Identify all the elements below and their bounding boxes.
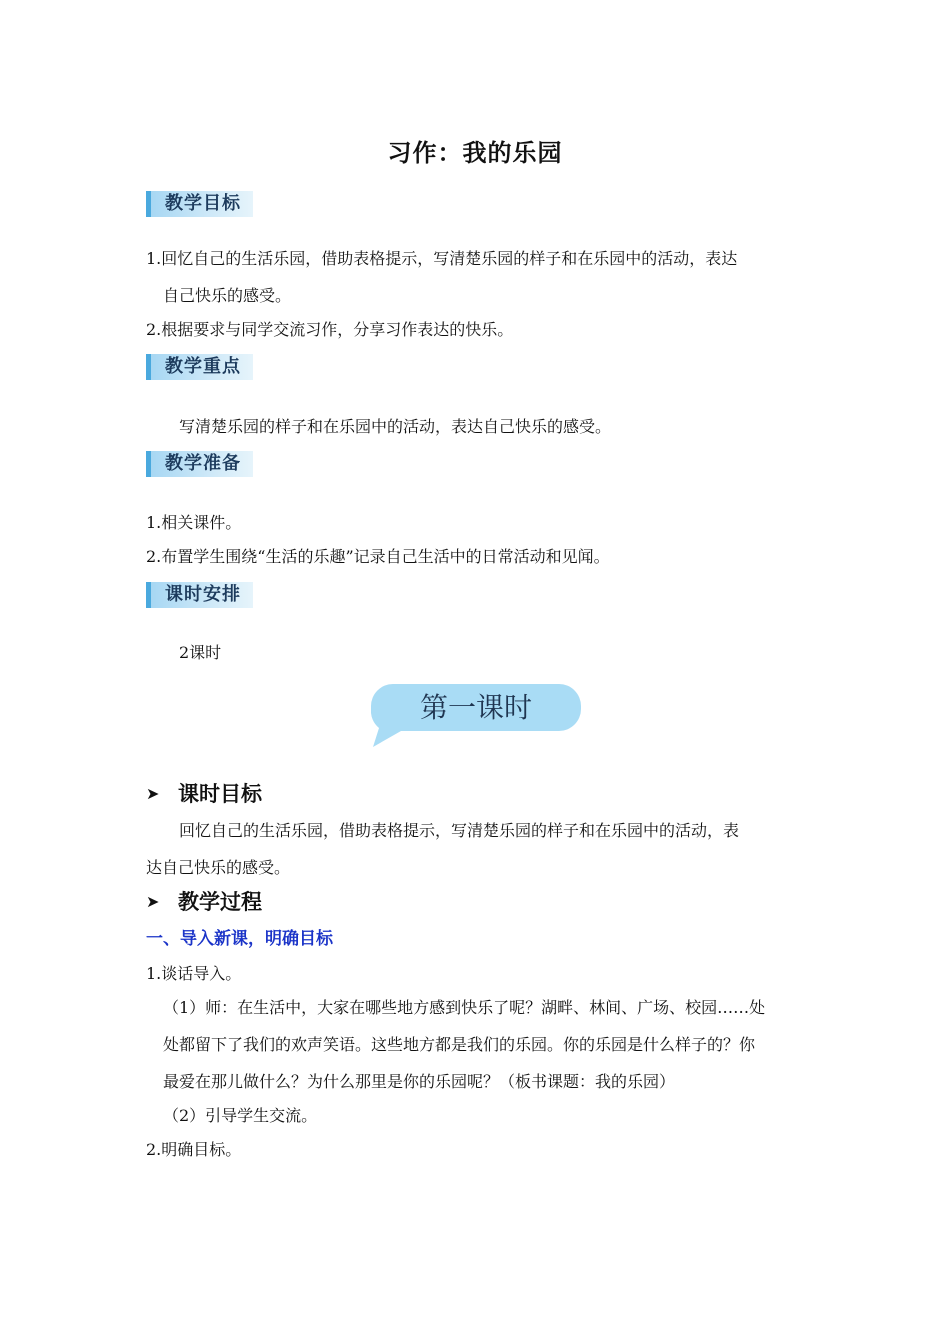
- item-1-2: （2）引导学生交流。: [163, 1106, 318, 1125]
- item-1-1-line2: 处都留下了我们的欢声笑语。这些地方都是我们的乐园。你的乐园是什么样子的？你: [163, 1035, 756, 1054]
- lesson-banner-text: 第一课时: [419, 691, 532, 724]
- process-heading: 教学过程: [178, 890, 262, 914]
- objective-heading: 课时目标: [178, 782, 262, 806]
- item-1-1-line1: （1）师：在生活中，大家在哪些地方感到快乐了呢？湖畔、林间、广场、校园……处: [163, 998, 766, 1017]
- page-title: 习作：我的乐园: [387, 139, 563, 167]
- prep-1: 1.相关课件。: [146, 513, 242, 532]
- lesson-banner: [371, 684, 581, 748]
- section-tag-schedule: 课时安排: [146, 582, 253, 608]
- focus-text: 写清楚乐园的样子和在乐园中的活动，表达自己快乐的感受。: [179, 417, 612, 436]
- arrowhead-icon: ➤: [146, 784, 160, 803]
- objective-line2: 达自己快乐的感受。: [146, 858, 291, 877]
- prep-2: 2.布置学生围绕“生活的乐趣”记录自己生活中的日常活动和见闻。: [146, 547, 610, 566]
- item-1-1-line3: 最爱在那儿做什么？为什么那里是你的乐园呢？（板书课题：我的乐园）: [163, 1072, 676, 1091]
- goal-1-line2: 自己快乐的感受。: [163, 286, 292, 305]
- section-tag-goals: 教学目标: [146, 191, 253, 217]
- schedule-text: 2课时: [179, 643, 222, 662]
- item-2: 2.明确目标。: [146, 1140, 242, 1159]
- goal-1-line1: 1.回忆自己的生活乐园，借助表格提示，写清楚乐园的样子和在乐园中的活动，表达: [146, 249, 738, 268]
- section-tag-prep: 教学准备: [146, 451, 253, 477]
- goal-2: 2.根据要求与同学交流习作，分享习作表达的快乐。: [146, 320, 514, 339]
- section-tag-focus: 教学重点: [146, 354, 253, 380]
- objective-line1: 回忆自己的生活乐园，借助表格提示，写清楚乐园的样子和在乐园中的活动，表: [179, 821, 740, 840]
- item-1: 1.谈话导入。: [146, 964, 242, 983]
- arrowhead-icon: ➤: [146, 892, 160, 911]
- step-1-heading: 一、导入新课，明确目标: [146, 929, 333, 949]
